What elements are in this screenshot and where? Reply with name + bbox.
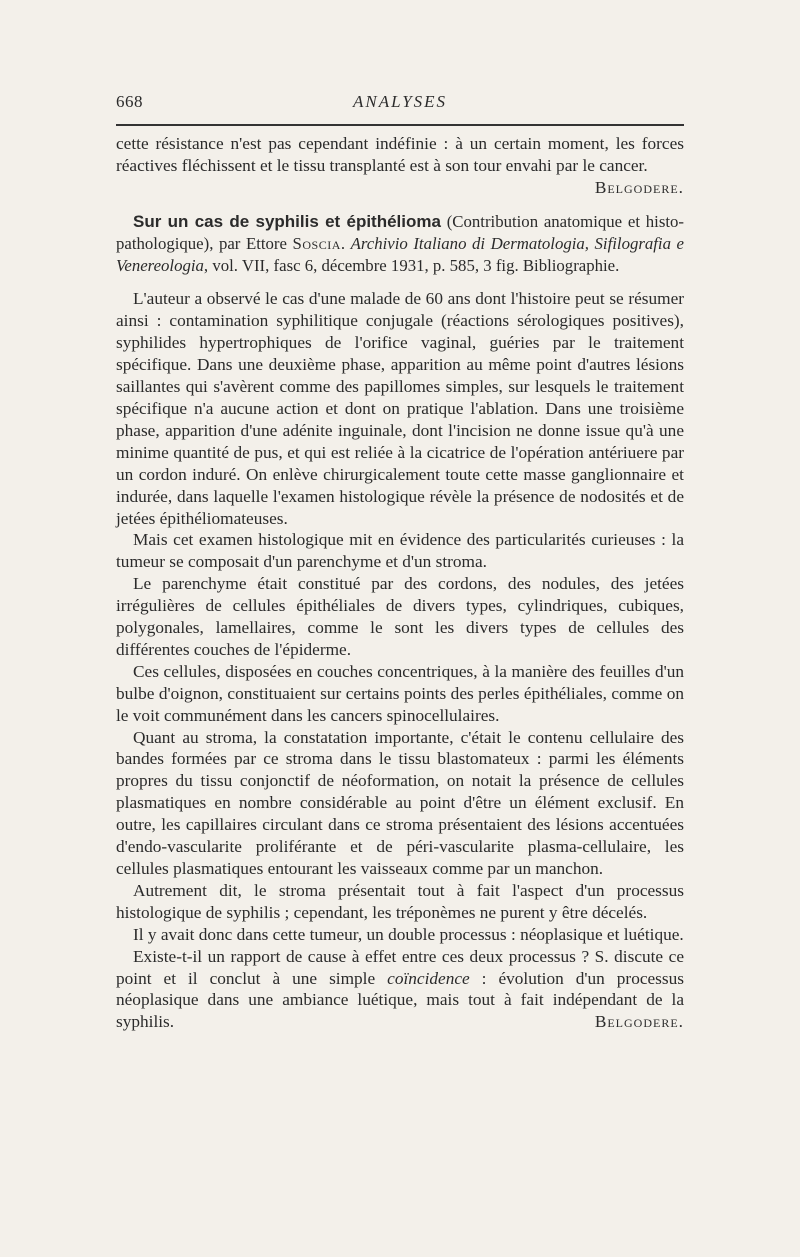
paragraph: Le parenchyme était constitué par des cordons, des nodules, des jetées irrégulières de cellules épithéliales de divers types, cylindriques, cubiques, polygonales, lamellaires, comme le sont les divers types de cellules des différentes couches de l'épiderme. xyxy=(116,574,684,659)
signature: Belgodere. xyxy=(594,1012,684,1032)
paragraph: Quant au stroma, la constatation importante, c'était le contenu cellulaire des bandes formées par ce stroma dans le tissu blastomateux : parmi les éléments propres du tissu conjonctif de néoformation, on notait la présence de cellules plasmatiques en nombre considérable au point d'être un élément exclusif. En outre, les capillaires circulant dans ce stroma présentaient des lésions accentuées d'endo-vascularite proliférante et de péri-vascularite plasma-cellulaire, les cellules plasmatiques entourant les vaisseaux comme par un manchon. xyxy=(116,727,684,878)
author-separator: . xyxy=(340,233,351,253)
review-entry-heading xyxy=(116,211,684,277)
journal-name: Archivio Italiano di Dermatologia, Sifilografia e Venereologia xyxy=(116,233,684,275)
continuation-text: cette résistance n'est pas cependant indéfinie : à un certain moment, les forces réactives fléchissent et le tissu transplanté est à son tour envahi par le cancer. xyxy=(116,134,684,175)
running-title: ANALYSES xyxy=(352,92,448,111)
final-paragraph-text-end: : évolution d'un processus néoplasique dans une ambiance luétique, mais tout à fait indépendant de la syphilis. xyxy=(116,968,684,1032)
page-body xyxy=(116,133,684,1033)
emphasis-word: coïncidence xyxy=(387,968,470,988)
review-subtitle: (Contribution anatomique et histo-pathologique), par xyxy=(116,211,684,253)
author-last-name: Soscia xyxy=(292,233,341,253)
paragraph: Ces cellules, disposées en couches concentriques, à la manière des feuilles d'un bulbe d'oignon, constituaient sur certains points des perles épithéliales, comme on le voit communément dans les cancers spinocellulaires. xyxy=(116,661,684,725)
header-rule xyxy=(116,124,684,126)
paragraph: Il y avait donc dans cette tumeur, un double processus : néoplasique et luétique. xyxy=(133,924,684,944)
continuation-paragraph xyxy=(116,133,684,199)
page-header xyxy=(116,92,684,114)
final-paragraph xyxy=(116,946,684,1034)
author-first-name: Ettore xyxy=(245,233,293,253)
page-number: 668 xyxy=(116,92,143,111)
paragraph: Autrement dit, le stroma présentait tout à fait l'aspect d'un processus histologique de syphilis ; cependant, les tréponèmes ne purent y être décelés. xyxy=(116,880,684,922)
paragraph: Mais cet examen histologique mit en évidence des particularités curieuses : la tumeur se composait d'un parenchyme et d'un stroma. xyxy=(116,530,684,572)
citation-details: , vol. VII, fasc 6, décembre 1931, p. 585, 3 fig. Bibliographie. xyxy=(203,255,620,275)
final-paragraph-text: Existe-t-il un rapport de cause à effet entre ces deux processus ? S. discute ce point et il conclut à une simple xyxy=(116,946,684,988)
signature: Belgodere. xyxy=(594,177,684,197)
paragraph: L'auteur a observé le cas d'une malade de 60 ans dont l'histoire peut se résumer ainsi : contamination syphilitique conjugale (réactions sérologiques positives), syphilides hypertrophiques de l'orifice vaginal, guéries par le traitement spécifique. Dans une deuxième phase, apparition au même point d'autres lésions saillantes qui s'avèrent comme des papillomes simples, sur lesquels le traitement spécifique n'a aucune action et dont on pratique l'ablation. Dans une troisième phase, apparition d'une adénite inguinale, dont l'incision ne donne issue qu'à une minime quantité de pus, et qui est reliée à la cicatrice de l'opération antériuere par un cordon induré. On enlève chirurgicalement toute cette masse ganglionnaire et indurée, dans laquelle l'examen histologique révèle la présence de nodosités et de jetées épithéliomateuses. xyxy=(116,289,684,528)
review-title: Sur un cas de syphilis et épithélioma xyxy=(133,211,441,231)
